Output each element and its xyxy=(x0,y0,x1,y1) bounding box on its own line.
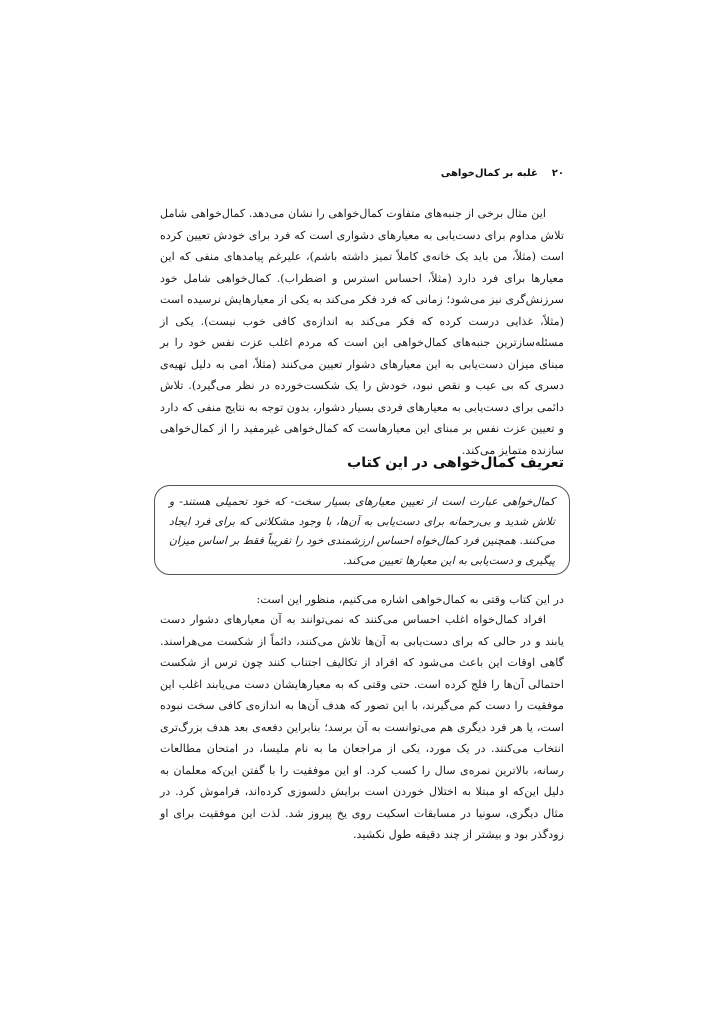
definition-text: کمال‌خواهی عبارت است از تعیین معیارهای بسیار سخت- که خود تحمیلی هستند- و تلاش شدید و بی‌رحمانه برای دست‌یابی به آن‌ها، با وجود مشکلاتی که برای فرد ایجاد می‌کنند. همچنین فرد کمال‌خواه احساس ارزشمندی خود را تقریباً فقط بر اساس میزان پیگیری و دست‌یابی به این معیارها تعیین می‌کند. xyxy=(169,495,555,567)
page-number: ۲۰ xyxy=(551,168,564,179)
running-header xyxy=(160,168,564,179)
running-title: غلبه بر کمال‌خواهی xyxy=(440,168,538,179)
intro-line: در این کتاب وقتی به کمال‌خواهی اشاره می‌کنیم، منظور این است: xyxy=(256,593,564,606)
section-heading: تعریف کمال‌خواهی در این کتاب xyxy=(347,455,564,471)
body-paragraph-1: این مثال برخی از جنبه‌های متفاوت کمال‌خواهی را نشان می‌دهد. کمال‌خواهی شامل تلاش مداوم برای دست‌یابی به معیارهای دشواری است که فرد برای خودش تعیین کرده است (مثلاً، من باید یک خانه‌ی کاملاً تمیز داشته باشم)، علیرغم پیامدهای منفی که این معیارها برای فرد دارد (مثلاً، احساس استرس و اضطراب). کمال‌خواهی شامل خود سرزنش‌گری نیز می‌شود؛ زمانی که فرد فکر می‌کند به یکی از معیارهایش نرسیده است (مثلاً، غذایی درست کرده که فکر می‌کند به اندازه‌ی کافی خوب نیست). یکی از مسئله‌سازترین جنبه‌های کمال‌خواهی این است که مردم اغلب عزت نفس خود را بر مبنای میزان دست‌یابی به این معیارهای دشوار تعیین می‌کنند (مثلاً، امی به دلیل تهیه‌ی دسری که بی عیب و نقص نبود، خودش را یک شکست‌خورده در نظر می‌گیرد). تلاش دائمی برای دست‌یابی به معیارهای فردی بسیار دشوار، بدون توجه به نتایج منفی که دارد و تعیین عزت نفس بر مبنای این معیارهاست که کمال‌خواهی غیرمفید را از کمال‌خواهی سازنده متمایز می‌کند. xyxy=(160,207,564,457)
body-paragraph-2: افراد کمال‌خواه اغلب احساس می‌کنند که نمی‌توانند به آن معیارهای دشوار دست یابند و در حالی که برای دست‌یابی به آن‌ها تلاش می‌کنند، دائماً از شکست می‌هراسند. گاهی اوقات این باعث می‌شود که افراد از تکالیف اجتناب کنند چون ترس از شکست احتمالی آن‌ها را فلج کرده است. حتی وقتی که به معیارهایشان دست می‌یابند اغلب این موفقیت را دست کم می‌گیرند، با این تصور که هدف آن‌ها به اندازه‌ی کافی سخت نبوده است، یا هر فرد دیگری هم می‌توانست به آن برسد؛ بنابراین دفعه‌ی بعد هدف بزرگ‌تری انتخاب می‌کنند. در یک مورد، یکی از مراجعان ما به نام ملیسا، در امتحان مطالعات رسانه، بالاترین نمره‌ی سال را کسب کرد. او این موفقیت را با گفتن این‌که معلمان به دلیل این‌که او مبتلا به اختلال خوردن است برایش دلسوزی کرده‌اند، فراموش کرد. در مثال دیگری، سونیا در مسابقات اسکیت روی یخ پیروز شد. لذت این موفقیت برای او زودگذر بود و بیشتر از چند دقیقه طول نکشید. xyxy=(160,613,564,841)
definition-box xyxy=(154,485,570,575)
